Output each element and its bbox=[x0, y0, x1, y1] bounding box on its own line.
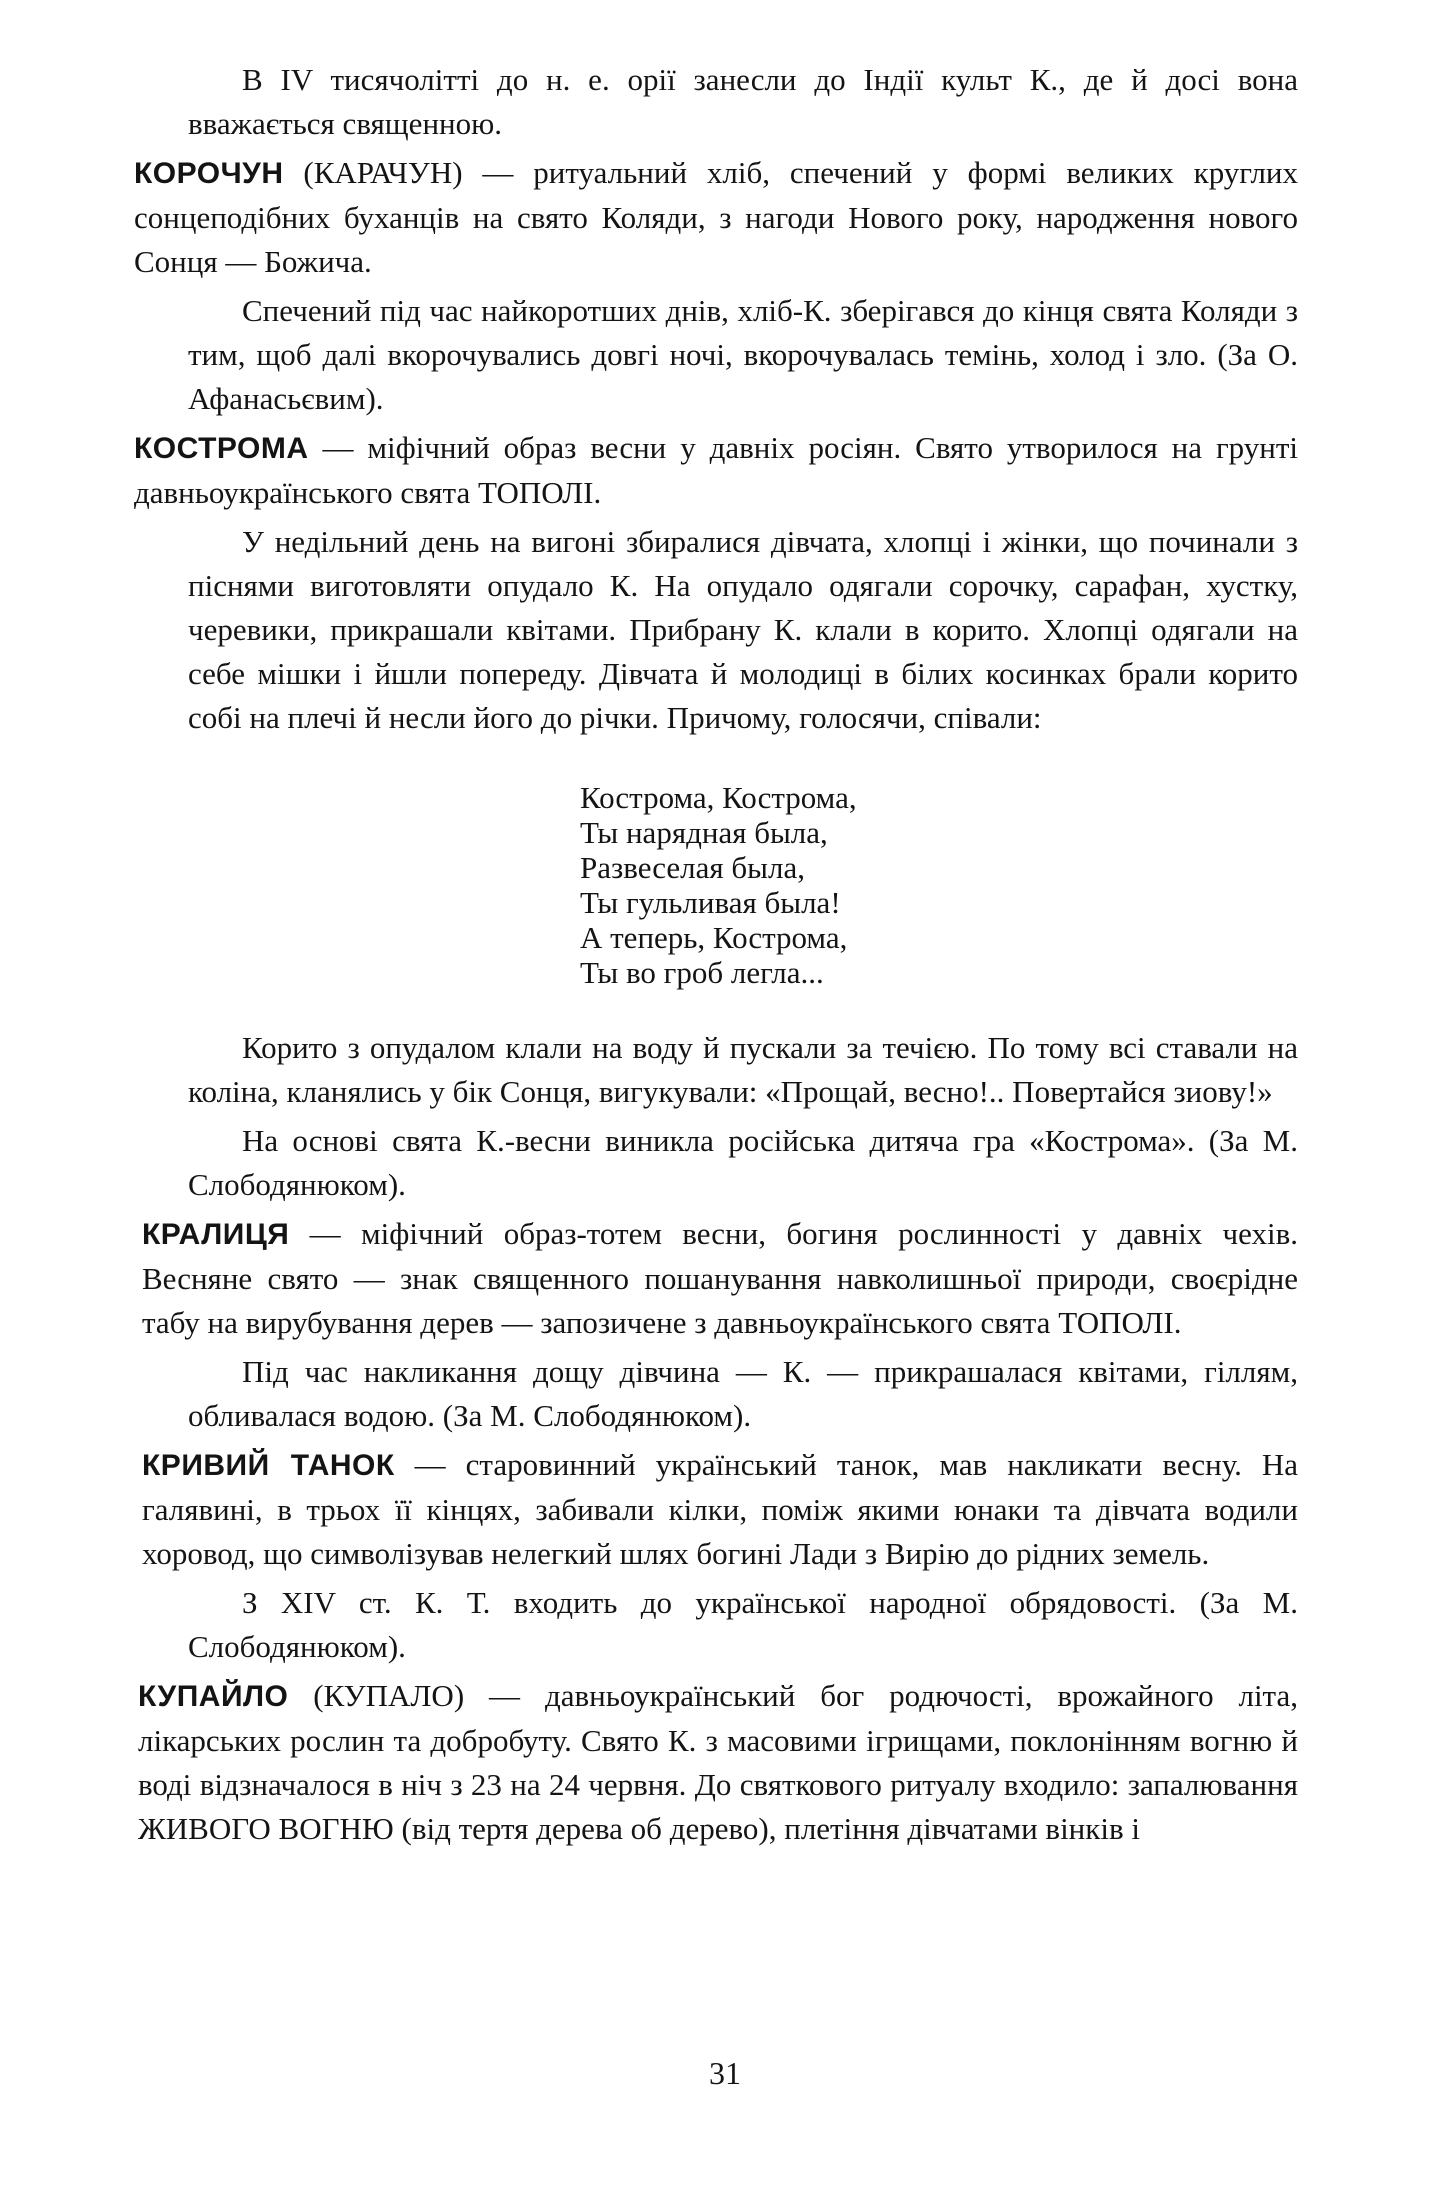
poem-line: А теперь, Кострома, bbox=[580, 920, 848, 955]
poem-line: Ты гульливая была! bbox=[580, 885, 841, 920]
paragraph-kostroma-2: У недільний день на вигоні збиралися дівчата, хлопці і жінки, що починали з піснями виготовляти опудало К. На опудало одягали сорочку, сарафан, хустку, черевики, прикрашали квітами. Прибрану К. клали в корито. Хлопці одягали на себе мішки і йшли попереду. Дівчата й молодиці в білих косинках брали корито собі на плечі й несли його до річки. Причому, голосячи, співали: bbox=[188, 524, 1298, 735]
entry-definition: — міфічний образ весни у давніх росіян. Свято утворилося на грунті давньоукраїнського свята ТОПОЛІ. bbox=[134, 430, 1298, 510]
entry-kostroma bbox=[134, 426, 1298, 515]
entry-definition: — міфічний образ-тотем весни, богиня рослинності у давніх чехів. Весняне свято — знак священного пошанування навколишньої природи, своєрідне табу на вирубування дерев — запозичене з давньоукраїнського свята ТОПОЛІ. bbox=[142, 1216, 1298, 1340]
entry-kralytsia bbox=[142, 1212, 1298, 1345]
page-body bbox=[134, 58, 1298, 1856]
poem-line: Ты нарядная была, bbox=[580, 815, 828, 850]
entry-korochun bbox=[134, 151, 1298, 284]
paragraph-kostroma-4: На основі свята К.-весни виникла російська дитяча гра «Кострома». (За М. Слободянюком). bbox=[188, 1123, 1298, 1202]
poem-verse bbox=[580, 780, 1298, 990]
paragraph-kryvyi-2: З XIV ст. К. Т. входить до української народної обрядовості. (За М. Слободянюком). bbox=[188, 1585, 1298, 1664]
entry-definition: (КАРАЧУН) — ритуальний хліб, спечений у формі великих круглих сонцеподібних буханців на свято Коляди, з нагоди Нового року, народження нового Сонця — Божича. bbox=[134, 155, 1298, 279]
entry-term: КОСТРОМА bbox=[134, 432, 309, 465]
entry-term: КРАЛИЦЯ bbox=[142, 1218, 290, 1251]
poem-line: Развеселая была, bbox=[580, 850, 805, 885]
poem-line: Кострома, Кострома, bbox=[580, 780, 857, 815]
paragraph-kralytsia-2: Під час накликання дощу дівчина — К. — прикрашалася квітами, гіллям, обливалася водою. (За М. Слободянюком). bbox=[188, 1354, 1298, 1433]
entry-kryvyi-tanok bbox=[142, 1443, 1298, 1576]
poem-line: Ты во гроб легла... bbox=[580, 955, 824, 990]
paragraph-kult: В IV тисячолітті до н. е. орії занесли до Індії культ К., де й досі вона вважається священною. bbox=[188, 62, 1298, 141]
paragraph-korochun-2: Спечений під час найкоротших днів, хліб-К. зберігався до кінця свята Коляди з тим, щоб далі вкорочувались довгі ночі, вкорочувалась темінь, холод і зло. (За О. Афанасьєвим). bbox=[188, 293, 1298, 416]
entry-term: КУПАЙЛО bbox=[138, 1680, 289, 1713]
entry-definition: — старовинний український танок, мав накликати весну. На галявині, в трьох її кінцях, забивали кілки, поміж якими юнаки та дівчата водили хоровод, що символізував нелегкий шлях богині Лади з Вирію до рідних земель. bbox=[142, 1447, 1298, 1571]
entry-term: КОРОЧУН bbox=[134, 157, 284, 190]
entry-term: КРИВИЙ ТАНОК bbox=[142, 1449, 395, 1482]
entry-kupailo bbox=[138, 1674, 1298, 1851]
entry-definition: (КУПАЛО) — давньоукраїнський бог родючості, врожайного літа, лікарських рослин та добробуту. Свято К. з масовими ігрищами, поклонінням вогню й воді відзначалося в ніч з 23 на 24 червня. До святкового ритуалу входило: запалювання ЖИВОГО ВОГНЮ (від тертя дерева об дерево), плетіння дівчатами вінків і bbox=[138, 1678, 1298, 1846]
page-number: 31 bbox=[709, 2055, 741, 2091]
paragraph-kostroma-3: Корито з опудалом клали на воду й пускали за течією. По тому всі ставали на коліна, кланялись у бік Сонця, вигукували: «Прощай, весно!.. Повертайся зиову!» bbox=[188, 1030, 1298, 1109]
